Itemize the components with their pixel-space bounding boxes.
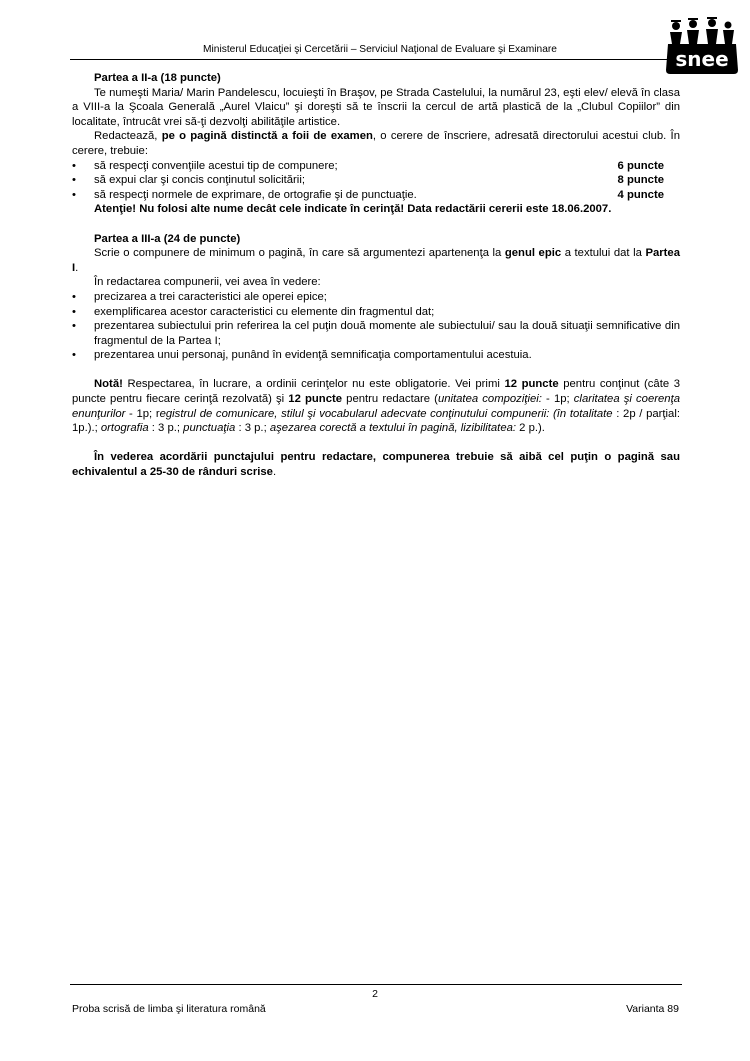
part3-item: • exemplificarea acestor caracteristici cu elemente din fragmentul dat; bbox=[72, 305, 435, 318]
page-number: 2 bbox=[372, 988, 378, 1000]
part2-item: • să expui clar şi concis conţinutul solicitării; 8 puncte bbox=[72, 174, 664, 187]
footer-subject: Proba scrisă de limba şi literatura română bbox=[72, 1003, 266, 1015]
part2-instruction: Redactează, pe o pagină distinctă a foii de examen, o cerere de înscriere, adresată directorului acestui club. În cerere, trebuie: bbox=[72, 130, 680, 157]
part2-scenario: Te numeşti Maria/ Marin Pandelescu, locuieşti în Braşov, pe Strada Castelului, la numărul 23, eşti elev/ elevă în clasa a VIII-a la Şcoala Generală „Aurel Vlaicu” şi doreşti să te înscrii la cercul de artă plastică de la „Clubul Copiilor” din localitate, întrucât vrei să-ţi dezvolţi abilităţile artistice. bbox=[72, 86, 680, 128]
part2-warning: Atenţie! Nu folosi alte nume decât cele indicate în cerinţă! Data redactării cererii este 18.06.2007. bbox=[94, 203, 612, 216]
part3-item: • prezentarea subiectului prin referirea la cel puţin două momente ale subiectului/ sau la două situaţii semnificative din fragmentul de la Partea I; bbox=[72, 320, 680, 347]
exam-content bbox=[72, 71, 680, 480]
part2-title: Partea a II-a (18 puncte) bbox=[94, 72, 221, 84]
part3-title: Partea a III-a (24 de puncte) bbox=[94, 232, 241, 245]
part3-intro: În redactarea compunerii, vei avea în vedere: bbox=[94, 276, 321, 289]
part3-item: • precizarea a trei caracteristici ale operei epice; bbox=[72, 290, 327, 303]
header-divider bbox=[70, 59, 682, 60]
final-requirement: În vederea acordării punctajului pentru redactare, compunerea trebuie să aibă cel puţin o pagină sau echivalentul a 25-30 de rânduri scrise. bbox=[72, 451, 680, 479]
footer-variant: Varianta 89 bbox=[626, 1003, 679, 1015]
snee-logo bbox=[660, 14, 740, 76]
part3-instruction: Scrie o compunere de minimum o pagină, în care să argumentezi apartenenţa la genul epic a textului dat la Partea I. bbox=[72, 247, 680, 274]
part2-item: • să respecţi normele de exprimare, de ortografie şi de punctuaţie. 4 puncte bbox=[72, 188, 664, 201]
part3-item: • prezentarea unui personaj, punând în evidenţă semnificaţia comportamentului acestuia. bbox=[72, 349, 532, 362]
scoring-note: Notă! Respectarea, în lucrare, a ordinii cerinţelor nu este obligatorie. Vei primi 12 puncte pentru conţinut (câte 3 puncte pentru fiecare cerinţă rezolvată) şi 12 puncte pentru redactare (unitatea compoziţiei: - 1p; claritatea şi coerenţa enunţurilor - 1p; registrul de comunicare, stilul şi vocabularul adecvate conţinutului compunerii: (în totalitate : 2p / parţial: 1p.).; ortografia : 3 p.; punctuaţia : 3 p.; aşezarea corectă a textului în pagină, lizibilitatea: 2 p.). bbox=[72, 378, 680, 435]
footer-divider bbox=[70, 984, 682, 985]
page-header-title: Ministerul Educaţiei şi Cercetării – Serviciul Naţional de Evaluare şi Examinare bbox=[203, 44, 557, 55]
part2-item: • să respecţi convenţiile acestui tip de compunere; 6 puncte bbox=[72, 159, 664, 172]
logo-text: snee bbox=[675, 47, 729, 71]
